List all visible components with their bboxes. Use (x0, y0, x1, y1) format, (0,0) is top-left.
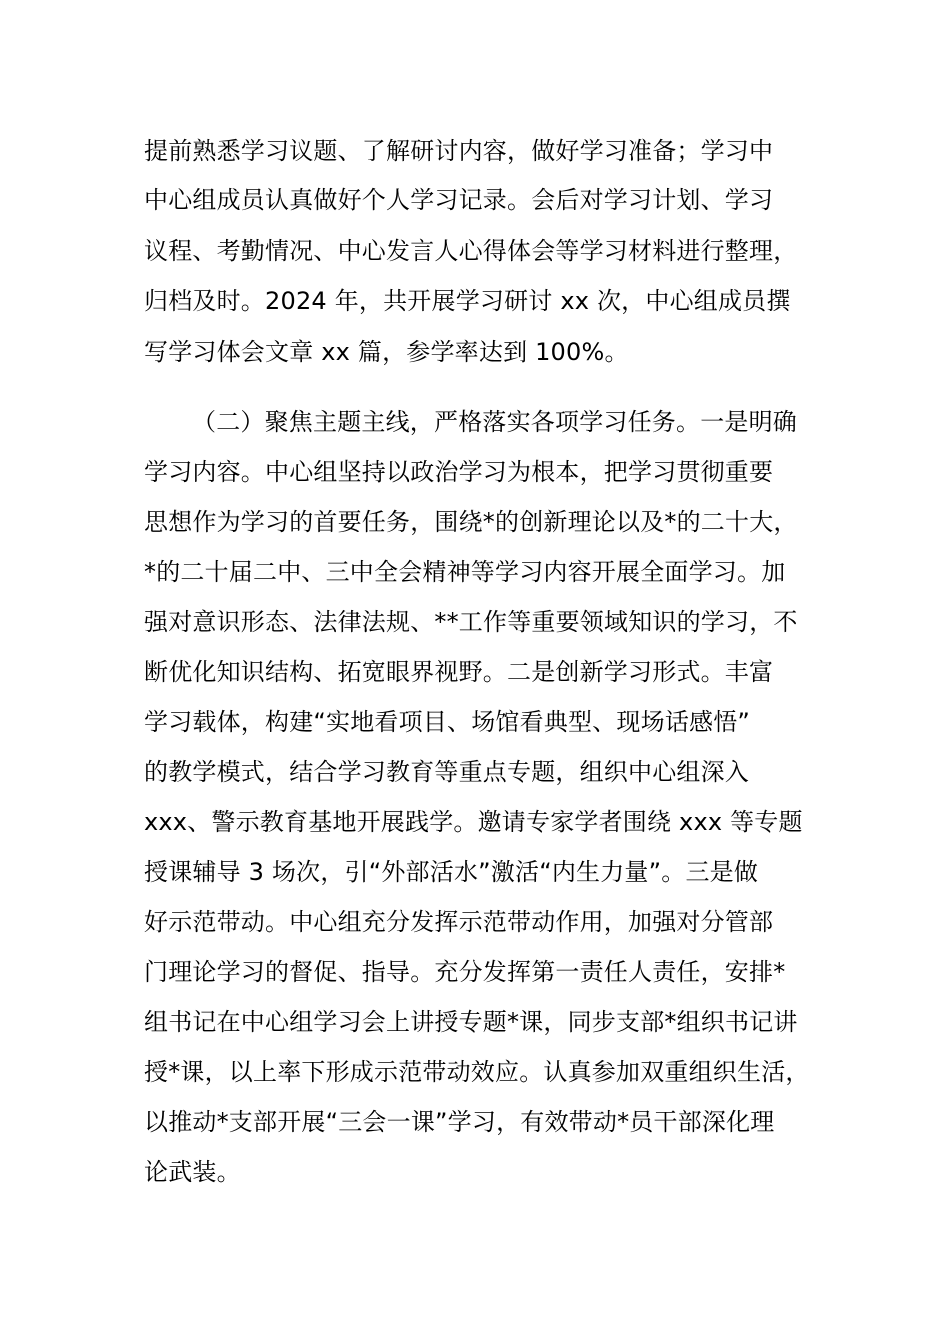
text-line: 强对意识形态、法律法规、**工作等重要领域知识的学习，不 (144, 608, 798, 636)
text-line: 归档及时。2024 年，共开展学习研讨 xx 次，中心组成员撰 (144, 287, 791, 315)
text-line: 门理论学习的督促、指导。充分发挥第一责任人责任，安排* (144, 958, 786, 986)
text-line: 提前熟悉学习议题、了解研讨内容，做好学习准备；学习中 (144, 137, 774, 165)
text-line: *的二十届二中、三中全会精神等学习内容开展全面学习。加 (144, 558, 786, 586)
text-line: 以推动*支部开展“三会一课”学习，有效带动*员干部深化理 (144, 1108, 775, 1136)
text-line: 中心组成员认真做好个人学习记录。会后对学习计划、学习 (144, 186, 774, 214)
text-line: 思想作为学习的首要任务，围绕*的创新理论以及*的二十大， (144, 508, 798, 536)
text-line: 写学习体会文章 xx 篇，参学率达到 100%。 (144, 338, 629, 366)
text-line: 好示范带动。中心组充分发挥示范带动作用，加强对分管部 (144, 908, 774, 936)
text-line: 学习载体，构建“实地看项目、场馆看典型、现场话感悟” (144, 708, 751, 736)
text-line: 授课辅导 3 场次，引“外部活水”激活“内生力量”。三是做 (144, 858, 759, 886)
text-line: 授*课，以上率下形成示范带动效应。认真参加双重组织生活， (144, 1058, 810, 1086)
text-line: 断优化知识结构、拓宽眼界视野。二是创新学习形式。丰富 (144, 658, 774, 686)
text-line: 的教学模式，结合学习教育等重点专题，组织中心组深入 (144, 758, 749, 786)
text-line: 组书记在中心组学习会上讲授专题*课，同步支部*组织书记讲 (144, 1008, 798, 1036)
text-line: 议程、考勤情况、中心发言人心得体会等学习材料进行整理， (144, 237, 798, 265)
text-line: 学习内容。中心组坚持以政治学习为根本，把学习贯彻重要 (144, 458, 774, 486)
text-line: 论武装。 (144, 1158, 241, 1186)
text-line: （二）聚焦主题主线，严格落实各项学习任务。一是明确 (192, 408, 797, 436)
text-line: xxx、警示教育基地开展践学。邀请专家学者围绕 xxx 等专题 (144, 808, 803, 836)
